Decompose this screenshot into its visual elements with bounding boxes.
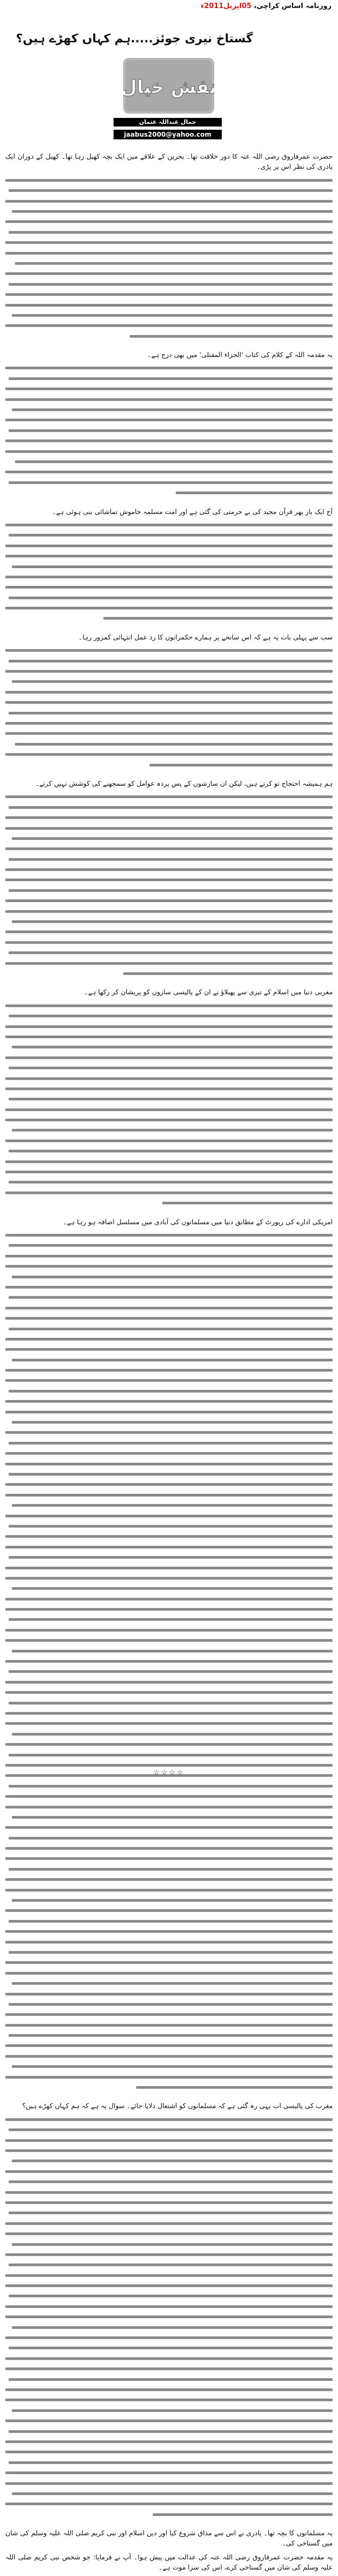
article-paragraph: آج ایک بار پھر قرآن مجید کی بے حرمتی کی گئی ہے اور امت مسلمہ خاموش تماشائی بنی ہوئی ہے۔ [52,507,333,516]
article-text-block [5,1230,333,2093]
columnist-email: jaabus2000@yahoo.com [114,130,222,139]
article-paragraph: یہ مقدمہ اللہ کے کلام کی کتاب 'الجزاء المفتلی' میں بھی درج ہے۔ [147,351,333,359]
dateline-separator: ، [251,2,257,10]
article-text-block [5,175,333,341]
column-logo-graphic [123,58,214,114]
article-text-block [5,2115,333,2520]
article-text-block [5,645,333,770]
column-logo-art [123,58,214,114]
dateline [200,2,332,10]
column-logo [111,58,224,143]
column-logo-title: نقش خیال [123,77,214,98]
article-text-block [5,792,333,979]
article-text-block [5,363,333,498]
article-paragraph: حضرت عمرفاروق رضی اللہ عنہ کا دور خلافت تھا۔ بحرین کے علاقے میں ایک بچہ کھیل رہا تھا۔ کھیل کے دوران ایک پادری کی نظر اس پر پڑی۔ [5,152,333,171]
article-paragraph: مغربی دنیا میں اسلام کے تیزی سے پھیلاؤ نے ان کے پالیسی سازوں کو پریشان کر رکھا ہے۔ [84,988,333,996]
article-paragraph: سب سے پہلی بات یہ ہے کہ اس سانحے پر ہمارے حکمرانوں کا رد عمل انتہائی کمزور رہا۔ [78,632,333,641]
article-paragraph: یہ مقدمہ حضرت عمرفاروق رضی اللہ عنہ کی عدالت میں پیش ہوا۔ آپ نے فرمایا: جو شخص نبی کریم صلی اللہ علیہ وسلم کی شان میں گستاخی کرے، اس کی سزا موت ہے۔ [5,2552,333,2572]
article-text-block [5,1001,333,1209]
newspaper-name: روزنامہ اساس کراچی [256,2,332,10]
article-end-stars: ☆☆☆☆ [153,1769,185,1777]
publish-date: 05اپریل2011ء [200,2,252,10]
article-text-block [5,520,333,624]
headline: گستاخ نیری جوئز.....ہم کہاں کھڑے ہیں؟ [16,32,253,46]
article-paragraph: امریکی ادارے کی رپورٹ کے مطابق دنیا میں مسلمانوں کی آبادی میں مسلسل اضافہ ہو رہا ہے۔ [63,1217,333,1226]
article-paragraph: ہم ہمیشہ احتجاج تو کرتے ہیں، لیکن ان سازشوں کے پس پردہ عوامل کو سمجھنے کی کوشش نہیں کرتے۔ [35,779,333,787]
article-paragraph: یہ مسلمانوں کا بچہ تھا۔ پادری نے اس سے مذاق شروع کیا اور دین اسلام اور نبی کریم صلی اللہ علیہ وسلم کی شان میں گستاخی کی۔ [5,2529,333,2548]
columnist-name: جمال عبداللہ عثمان [114,118,222,126]
article-paragraph: مغرب کی پالیسی اب یہی رہ گئی ہے کہ مسلمانوں کو اشتعال دلایا جائے۔ سوال یہ ہے کہ ہم کہاں کھڑے ہیں؟ [22,2102,333,2110]
article-body [5,151,333,2576]
